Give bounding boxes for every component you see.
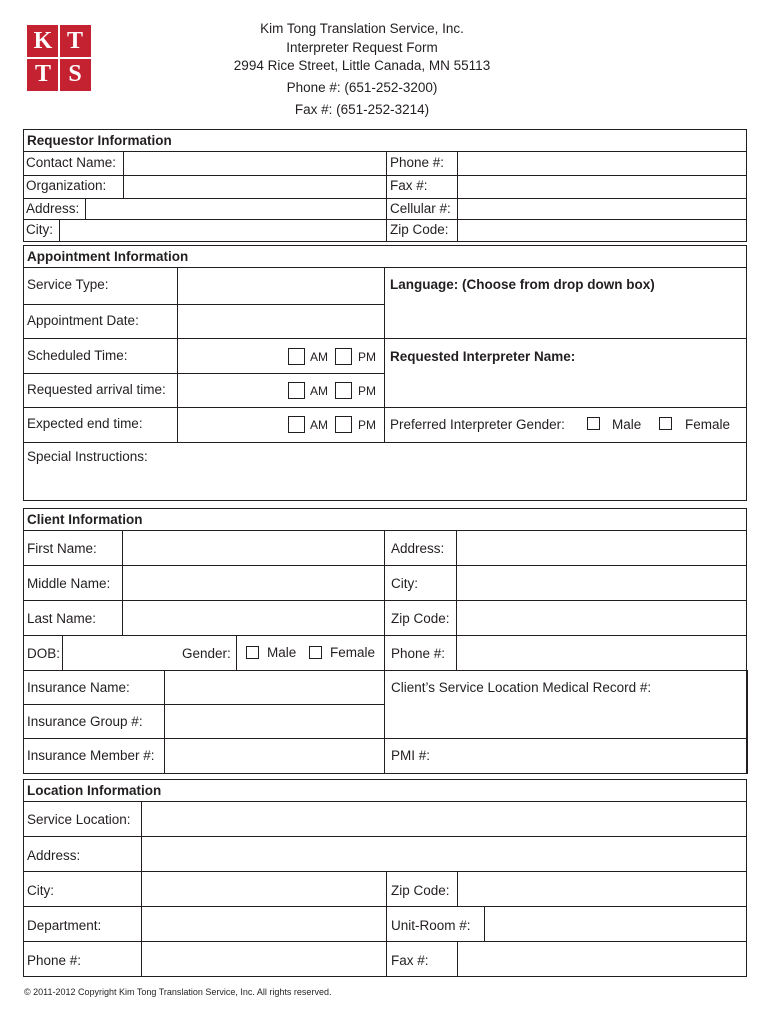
client-phone-field[interactable]: [457, 636, 746, 670]
zip-code-label: Zip Code:: [390, 222, 449, 237]
client-zip-field[interactable]: [457, 601, 746, 635]
form-title: Interpreter Request Form: [286, 40, 438, 55]
gender-label: Gender:: [182, 646, 231, 661]
service-location-field[interactable]: [142, 802, 746, 836]
pm-label: PM: [358, 384, 376, 398]
fax-field[interactable]: [458, 176, 746, 198]
client-city-label: City:: [391, 576, 418, 591]
organization-label: Organization:: [26, 178, 107, 193]
last-name-field[interactable]: [123, 601, 384, 635]
company-address: 2994 Rice Street, Little Canada, MN 55113: [233, 58, 491, 73]
location-zip-label: Zip Code:: [391, 883, 450, 898]
preferred-male-checkbox[interactable]: [587, 417, 600, 430]
language-dropdown[interactable]: [385, 296, 746, 338]
insurance-name-label: Insurance Name:: [27, 680, 130, 695]
company-phone: Phone #: (651-252-3200): [286, 80, 438, 95]
client-section: [23, 508, 747, 774]
company-fax: Fax #: (651-252-3214): [294, 102, 430, 117]
company-logo: [27, 25, 91, 91]
client-zip-label: Zip Code:: [391, 611, 450, 626]
medical-record-field[interactable]: [385, 699, 746, 738]
special-instructions-label: Special Instructions:: [27, 449, 148, 464]
location-phone-label: Phone #:: [27, 953, 82, 968]
end-time-field[interactable]: [178, 408, 278, 442]
scheduled-am-checkbox[interactable]: [288, 348, 305, 365]
female-label: Female: [330, 645, 376, 660]
insurance-group-field[interactable]: [165, 705, 384, 738]
am-label: AM: [310, 350, 328, 364]
contact-name-label: Contact Name:: [26, 155, 117, 170]
service-location-label: Service Location:: [27, 812, 131, 827]
section-title: Location Information: [27, 783, 162, 798]
medical-record-label: Client’s Service Location Medical Record #:: [391, 680, 652, 695]
contact-name-field[interactable]: [124, 152, 386, 175]
arrival-am-checkbox[interactable]: [288, 382, 305, 399]
first-name-label: First Name:: [27, 541, 97, 556]
client-address-field[interactable]: [457, 531, 746, 565]
cellular-label: Cellular #:: [390, 201, 451, 216]
location-phone-field[interactable]: [142, 942, 386, 976]
cellular-field[interactable]: [458, 199, 746, 219]
location-zip-field[interactable]: [458, 872, 746, 906]
female-label: Female: [685, 417, 731, 432]
department-label: Department:: [27, 918, 102, 933]
location-fax-field[interactable]: [458, 942, 746, 976]
special-instructions-field[interactable]: [25, 468, 745, 500]
insurance-group-label: Insurance Group #:: [27, 714, 143, 729]
requested-arrival-label: Requested arrival time:: [27, 382, 166, 397]
dob-field[interactable]: [63, 636, 173, 670]
client-address-label: Address:: [391, 541, 445, 556]
am-label: AM: [310, 384, 328, 398]
preferred-gender-label: Preferred Interpreter Gender:: [390, 417, 565, 432]
requestor-section: [23, 129, 747, 242]
organization-field[interactable]: [124, 176, 386, 198]
language-label: Language: (Choose from drop down box): [390, 277, 655, 292]
unit-room-label: Unit-Room #:: [391, 918, 471, 933]
logo-letter: S: [68, 61, 82, 87]
location-fax-label: Fax #:: [391, 953, 429, 968]
location-address-label: Address:: [27, 848, 81, 863]
client-city-field[interactable]: [457, 566, 746, 600]
end-am-checkbox[interactable]: [288, 416, 305, 433]
male-label: Male: [612, 417, 642, 432]
company-name: Kim Tong Translation Service, Inc.: [260, 21, 464, 36]
male-label: Male: [267, 645, 297, 660]
location-city-field[interactable]: [142, 872, 386, 906]
service-type-field[interactable]: [178, 268, 384, 304]
location-section: [23, 779, 747, 977]
insurance-name-field[interactable]: [165, 671, 384, 704]
address-label: Address:: [26, 201, 80, 216]
first-name-field[interactable]: [123, 531, 384, 565]
department-field[interactable]: [142, 907, 386, 941]
appointment-section: [23, 245, 747, 501]
service-type-label: Service Type:: [27, 277, 109, 292]
arrival-time-field[interactable]: [178, 374, 278, 407]
pmi-label: PMI #:: [391, 748, 431, 763]
appointment-date-field[interactable]: [178, 305, 384, 338]
appointment-date-label: Appointment Date:: [27, 313, 139, 328]
logo-letter: T: [66, 28, 83, 54]
phone-field[interactable]: [458, 152, 746, 175]
location-city-label: City:: [27, 883, 54, 898]
middle-name-label: Middle Name:: [27, 576, 111, 591]
expected-end-label: Expected end time:: [27, 416, 143, 431]
address-field[interactable]: [86, 199, 386, 219]
client-phone-label: Phone #:: [391, 646, 446, 661]
section-title: Client Information: [27, 512, 143, 527]
city-label: City:: [26, 222, 53, 237]
section-title: Appointment Information: [27, 249, 189, 264]
client-male-checkbox[interactable]: [246, 646, 259, 659]
insurance-member-label: Insurance Member #:: [27, 748, 155, 763]
middle-name-field[interactable]: [123, 566, 384, 600]
interpreter-name-field[interactable]: [385, 368, 746, 407]
zip-code-field[interactable]: [458, 220, 746, 241]
section-title: Requestor Information: [27, 133, 172, 148]
unit-room-field[interactable]: [485, 907, 746, 941]
dob-label: DOB:: [27, 646, 61, 661]
client-female-checkbox[interactable]: [309, 646, 322, 659]
logo-letter: K: [33, 28, 53, 54]
scheduled-time-label: Scheduled Time:: [27, 348, 128, 363]
scheduled-pm-checkbox[interactable]: [335, 348, 352, 365]
requested-interpreter-label: Requested Interpreter Name:: [390, 349, 576, 364]
scheduled-time-field[interactable]: [178, 339, 278, 373]
arrival-pm-checkbox[interactable]: [335, 382, 352, 399]
logo-divider: [58, 25, 60, 91]
city-field[interactable]: [60, 220, 386, 241]
end-pm-checkbox[interactable]: [335, 416, 352, 433]
copyright-footer: © 2011-2012 Copyright Kim Tong Translation Service, Inc. All rights reserved.: [24, 987, 332, 997]
insurance-member-field[interactable]: [165, 739, 384, 773]
am-label: AM: [310, 418, 328, 432]
logo-letter: T: [34, 61, 51, 87]
pmi-field[interactable]: [444, 739, 746, 773]
preferred-female-checkbox[interactable]: [659, 417, 672, 430]
pm-label: PM: [358, 418, 376, 432]
pm-label: PM: [358, 350, 376, 364]
phone-label: Phone #:: [390, 155, 445, 170]
fax-label: Fax #:: [390, 178, 428, 193]
location-address-field[interactable]: [142, 837, 746, 871]
last-name-label: Last Name:: [27, 611, 97, 626]
